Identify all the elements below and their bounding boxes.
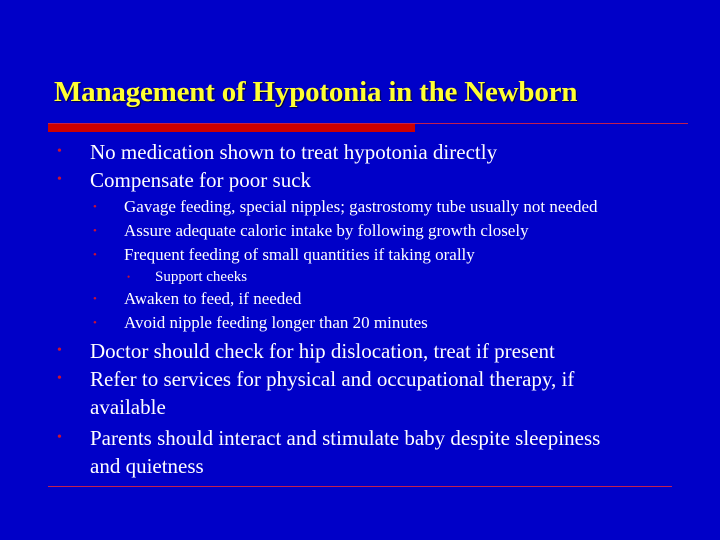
bullet-text: Compensate for poor suck (90, 168, 312, 192)
bullet-text: No medication shown to treat hypotonia directly (90, 140, 498, 164)
sub-sub-bullet-item (127, 267, 248, 287)
bullet-icon: • (93, 201, 97, 213)
bullet-text: Support cheeks (155, 269, 248, 285)
bullet-item (57, 337, 555, 365)
sub-bullet-item (93, 243, 475, 267)
bullet-text: Parents should interact and stimulate baby despite sleepiness (90, 426, 601, 450)
bullet-icon: • (93, 249, 97, 261)
bottom-divider (48, 486, 672, 487)
bullet-text: Avoid nipple feeding longer than 20 minutes (124, 313, 428, 332)
bullet-text-continuation: and quietness (90, 454, 204, 478)
slide-title: Management of Hypotonia in the Newborn (54, 76, 578, 108)
bullet-text: Frequent feeding of small quantities if taking orally (124, 245, 475, 264)
bullet-text: Awaken to feed, if needed (124, 289, 302, 308)
bullet-icon: • (127, 272, 131, 282)
bullet-item (57, 166, 312, 194)
bullet-text-continuation: available (90, 395, 166, 419)
bullet-icon: • (93, 225, 97, 237)
sub-bullet-item (93, 219, 529, 243)
bullet-text: Refer to services for physical and occupational therapy, if (90, 367, 575, 391)
bullet-icon: • (57, 343, 62, 358)
sub-bullet-item (93, 287, 302, 311)
bullet-icon: • (57, 430, 62, 445)
bullet-item (57, 138, 498, 166)
bullet-item (57, 424, 601, 480)
bullet-icon: • (57, 144, 62, 159)
bullet-icon: • (57, 172, 62, 187)
bullet-item (57, 365, 575, 421)
bullet-icon: • (93, 317, 97, 329)
bullet-text: Gavage feeding, special nipples; gastrostomy tube usually not needed (124, 197, 598, 216)
bullet-text: Doctor should check for hip dislocation, treat if present (90, 339, 555, 363)
sub-bullet-item (93, 311, 428, 335)
bullet-icon: • (93, 293, 97, 305)
bullet-icon: • (57, 371, 62, 386)
bullet-text: Assure adequate caloric intake by following growth closely (124, 221, 529, 240)
title-accent-bar (48, 124, 415, 132)
sub-bullet-item (93, 195, 598, 219)
